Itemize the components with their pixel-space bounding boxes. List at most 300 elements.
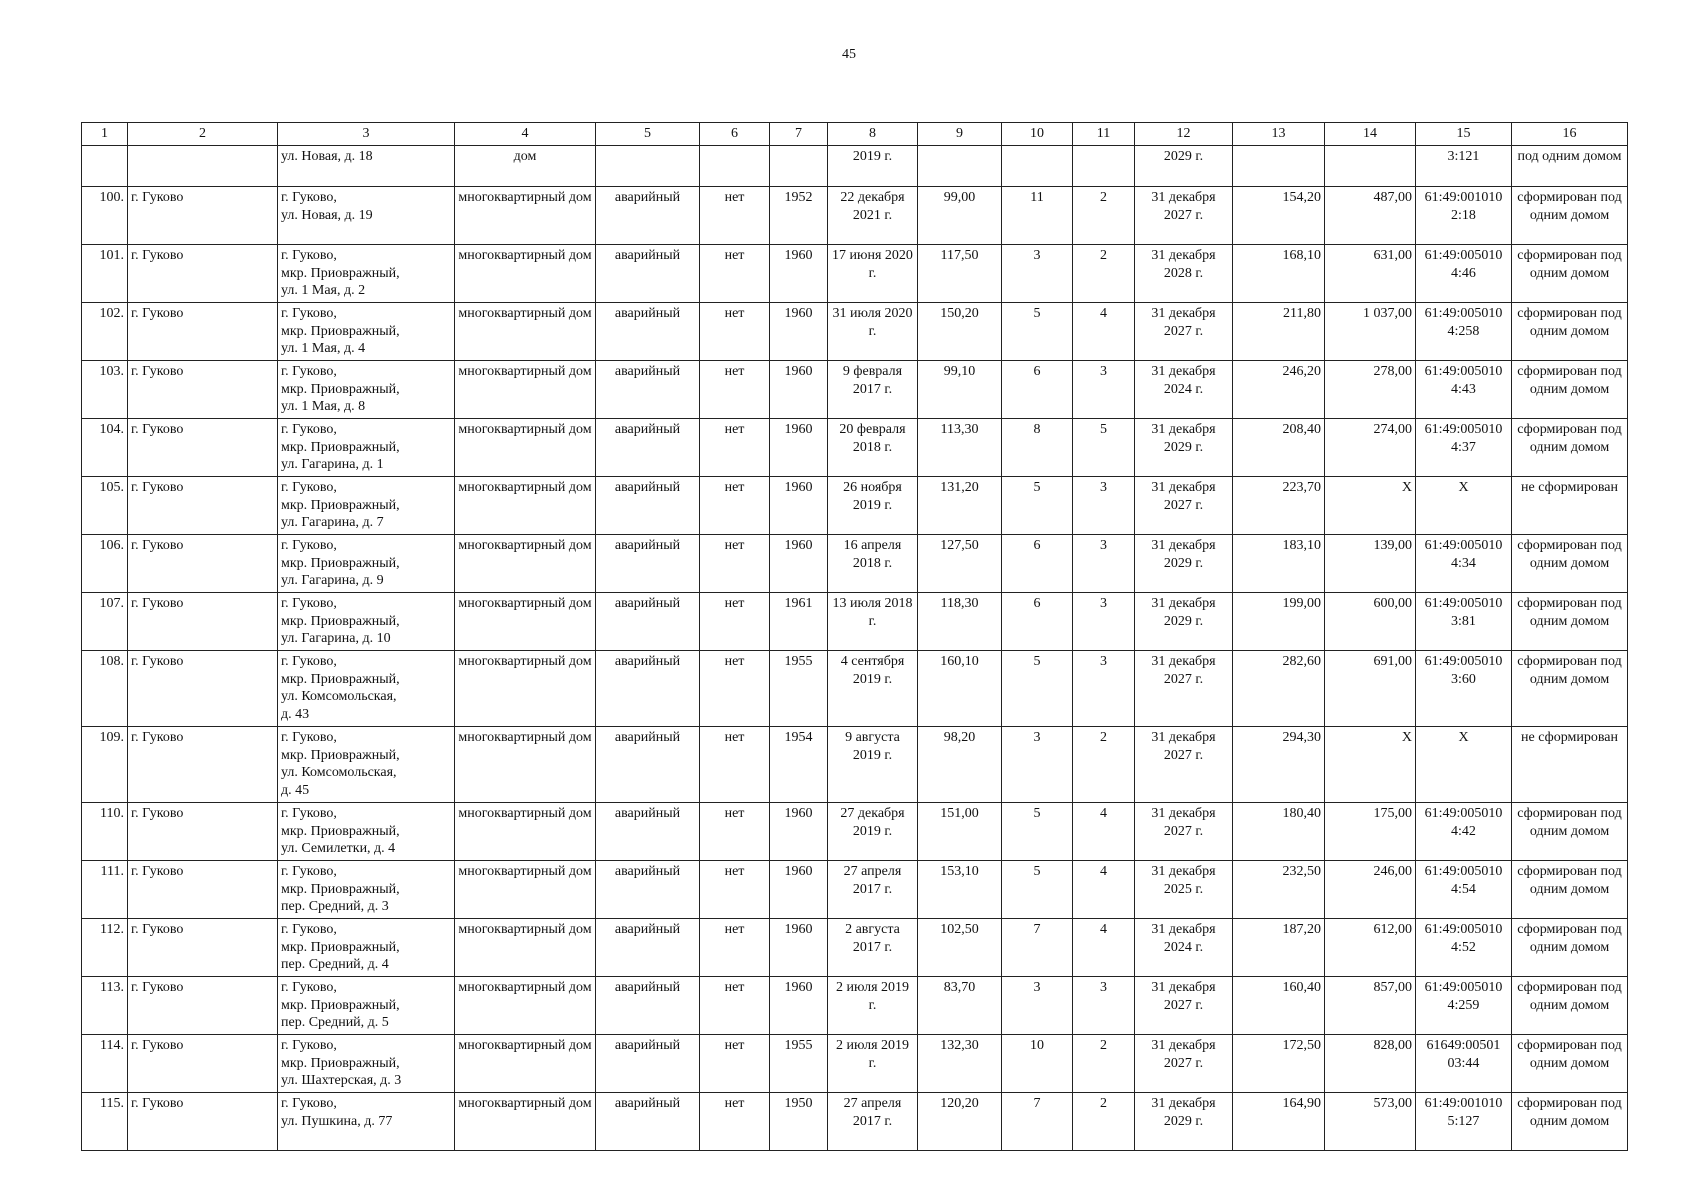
year-cell: 1960	[770, 303, 828, 361]
row-number: 114.	[82, 1035, 128, 1093]
building-type-cell: многоквартирный дом	[455, 477, 596, 535]
col10-cell: 7	[1002, 1093, 1073, 1151]
status-cell: аварийный	[596, 245, 700, 303]
col10-cell: 8	[1002, 419, 1073, 477]
row-number: 102.	[82, 303, 128, 361]
status-cell: аварийный	[596, 535, 700, 593]
building-type-cell: многоквартирный дом	[455, 977, 596, 1035]
date-cell: 22 декабря 2021 г.	[828, 187, 918, 245]
building-type-cell: многоквартирный дом	[455, 187, 596, 245]
col13-cell: 172,50	[1233, 1035, 1325, 1093]
area-cell: 99,00	[918, 187, 1002, 245]
col11-cell: 3	[1073, 535, 1135, 593]
col14-cell: 612,00	[1325, 919, 1416, 977]
term-cell: 31 декабря 2029 г.	[1135, 593, 1233, 651]
locality-cell: г. Гуково	[128, 535, 278, 593]
col13-cell: 154,20	[1233, 187, 1325, 245]
flag-cell: нет	[700, 593, 770, 651]
table-row	[82, 187, 1628, 245]
column-number-8: 8	[828, 123, 918, 146]
col13-cell: 183,10	[1233, 535, 1325, 593]
col13-cell: 294,30	[1233, 727, 1325, 803]
year-cell: 1952	[770, 187, 828, 245]
cadastral-number-cell: 61:49:005010 4:52	[1416, 919, 1512, 977]
table-row	[82, 727, 1628, 803]
flag-cell: нет	[700, 419, 770, 477]
table-row	[82, 477, 1628, 535]
row-number: 112.	[82, 919, 128, 977]
col13-cell: 187,20	[1233, 919, 1325, 977]
column-number-row	[82, 123, 1628, 146]
status-cell: аварийный	[596, 1035, 700, 1093]
address-cell: г. Гуково, мкр. Приовражный, ул. Гагарина, д. 1	[278, 419, 455, 477]
land-plot-cell: сформирован под одним домом	[1512, 861, 1628, 919]
col11-cell: 3	[1073, 593, 1135, 651]
building-type-cell: многоквартирный дом	[455, 861, 596, 919]
col13-cell	[1233, 146, 1325, 187]
col10-cell: 6	[1002, 361, 1073, 419]
area-cell: 113,30	[918, 419, 1002, 477]
land-plot-cell: сформирован под одним домом	[1512, 303, 1628, 361]
address-cell: г. Гуково, мкр. Приовражный, ул. Комсомольская, д. 45	[278, 727, 455, 803]
land-plot-cell: под одним домом	[1512, 146, 1628, 187]
col13-cell: 246,20	[1233, 361, 1325, 419]
col14-cell: 246,00	[1325, 861, 1416, 919]
cadastral-number-cell: 61:49:005010 4:258	[1416, 303, 1512, 361]
date-cell: 27 апреля 2017 г.	[828, 861, 918, 919]
column-number-11: 11	[1073, 123, 1135, 146]
land-plot-cell: сформирован под одним домом	[1512, 419, 1628, 477]
col11-cell: 4	[1073, 303, 1135, 361]
col10-cell: 10	[1002, 1035, 1073, 1093]
table-row	[82, 919, 1628, 977]
housing-registry-table	[81, 122, 1628, 1151]
status-cell: аварийный	[596, 361, 700, 419]
land-plot-cell: сформирован под одним домом	[1512, 593, 1628, 651]
year-cell	[770, 146, 828, 187]
term-cell: 31 декабря 2027 г.	[1135, 651, 1233, 727]
address-cell: г. Гуково, мкр. Приовражный, ул. Комсомольская, д. 43	[278, 651, 455, 727]
table-row	[82, 361, 1628, 419]
building-type-cell: многоквартирный дом	[455, 303, 596, 361]
date-cell: 16 апреля 2018 г.	[828, 535, 918, 593]
building-type-cell: многоквартирный дом	[455, 361, 596, 419]
locality-cell: г. Гуково	[128, 919, 278, 977]
col10-cell: 6	[1002, 593, 1073, 651]
flag-cell: нет	[700, 303, 770, 361]
column-number-10: 10	[1002, 123, 1073, 146]
date-cell: 2 июля 2019 г.	[828, 1035, 918, 1093]
locality-cell: г. Гуково	[128, 651, 278, 727]
column-number-5: 5	[596, 123, 700, 146]
address-cell: г. Гуково, мкр. Приовражный, пер. Средний, д. 3	[278, 861, 455, 919]
col10-cell: 5	[1002, 477, 1073, 535]
building-type-cell: многоквартирный дом	[455, 535, 596, 593]
col11-cell: 2	[1073, 727, 1135, 803]
locality-cell	[128, 146, 278, 187]
locality-cell: г. Гуково	[128, 803, 278, 861]
area-cell: 160,10	[918, 651, 1002, 727]
col14-cell: 1 037,00	[1325, 303, 1416, 361]
flag-cell: нет	[700, 861, 770, 919]
address-cell: г. Гуково, мкр. Приовражный, ул. 1 Мая, д. 8	[278, 361, 455, 419]
table-row	[82, 245, 1628, 303]
column-number-2: 2	[128, 123, 278, 146]
col11-cell	[1073, 146, 1135, 187]
cadastral-number-cell: 61:49:005010 3:81	[1416, 593, 1512, 651]
row-number: 103.	[82, 361, 128, 419]
cadastral-number-cell: 61:49:005010 4:42	[1416, 803, 1512, 861]
term-cell: 31 декабря 2029 г.	[1135, 419, 1233, 477]
land-plot-cell: сформирован под одним домом	[1512, 245, 1628, 303]
area-cell: 102,50	[918, 919, 1002, 977]
locality-cell: г. Гуково	[128, 419, 278, 477]
land-plot-cell: сформирован под одним домом	[1512, 919, 1628, 977]
building-type-cell: многоквартирный дом	[455, 245, 596, 303]
land-plot-cell: сформирован под одним домом	[1512, 651, 1628, 727]
land-plot-cell: сформирован под одним домом	[1512, 361, 1628, 419]
col14-cell: 139,00	[1325, 535, 1416, 593]
cadastral-number-cell: 61:49:005010 3:60	[1416, 651, 1512, 727]
row-number: 109.	[82, 727, 128, 803]
address-cell: г. Гуково, мкр. Приовражный, ул. Шахтерская, д. 3	[278, 1035, 455, 1093]
term-cell: 31 декабря 2029 г.	[1135, 535, 1233, 593]
building-type-cell: многоквартирный дом	[455, 1035, 596, 1093]
land-plot-cell: сформирован под одним домом	[1512, 187, 1628, 245]
term-cell: 31 декабря 2024 г.	[1135, 361, 1233, 419]
status-cell: аварийный	[596, 593, 700, 651]
col13-cell: 164,90	[1233, 1093, 1325, 1151]
building-type-cell: многоквартирный дом	[455, 593, 596, 651]
address-cell: г. Гуково, ул. Новая, д. 19	[278, 187, 455, 245]
locality-cell: г. Гуково	[128, 187, 278, 245]
col14-cell: 600,00	[1325, 593, 1416, 651]
col11-cell: 2	[1073, 1035, 1135, 1093]
column-number-9: 9	[918, 123, 1002, 146]
area-cell: 153,10	[918, 861, 1002, 919]
row-number: 111.	[82, 861, 128, 919]
term-cell: 31 декабря 2027 г.	[1135, 977, 1233, 1035]
term-cell: 31 декабря 2028 г.	[1135, 245, 1233, 303]
table-row	[82, 861, 1628, 919]
year-cell: 1960	[770, 361, 828, 419]
row-number: 100.	[82, 187, 128, 245]
flag-cell: нет	[700, 361, 770, 419]
address-cell: г. Гуково, мкр. Приовражный, ул. 1 Мая, д. 2	[278, 245, 455, 303]
col14-cell	[1325, 146, 1416, 187]
term-cell: 31 декабря 2024 г.	[1135, 919, 1233, 977]
year-cell: 1960	[770, 535, 828, 593]
land-plot-cell: сформирован под одним домом	[1512, 535, 1628, 593]
row-number: 110.	[82, 803, 128, 861]
term-cell: 31 декабря 2027 г.	[1135, 303, 1233, 361]
date-cell: 20 февраля 2018 г.	[828, 419, 918, 477]
col11-cell: 4	[1073, 919, 1135, 977]
cadastral-number-cell: 61:49:005010 4:34	[1416, 535, 1512, 593]
cadastral-number-cell: 61:49:005010 4:259	[1416, 977, 1512, 1035]
flag-cell: нет	[700, 919, 770, 977]
term-cell: 31 декабря 2027 г.	[1135, 803, 1233, 861]
year-cell: 1960	[770, 803, 828, 861]
col13-cell: 223,70	[1233, 477, 1325, 535]
locality-cell: г. Гуково	[128, 977, 278, 1035]
col10-cell: 5	[1002, 303, 1073, 361]
table-row	[82, 535, 1628, 593]
row-number: 105.	[82, 477, 128, 535]
year-cell: 1954	[770, 727, 828, 803]
year-cell: 1960	[770, 919, 828, 977]
status-cell: аварийный	[596, 727, 700, 803]
column-number-14: 14	[1325, 123, 1416, 146]
col10-cell: 3	[1002, 727, 1073, 803]
locality-cell: г. Гуково	[128, 477, 278, 535]
column-number-1: 1	[82, 123, 128, 146]
flag-cell	[700, 146, 770, 187]
table-row	[82, 1093, 1628, 1151]
column-number-13: 13	[1233, 123, 1325, 146]
building-type-cell: многоквартирный дом	[455, 419, 596, 477]
table-row	[82, 303, 1628, 361]
date-cell: 2 июля 2019 г.	[828, 977, 918, 1035]
area-cell: 131,20	[918, 477, 1002, 535]
area-cell: 120,20	[918, 1093, 1002, 1151]
status-cell: аварийный	[596, 187, 700, 245]
row-number: 101.	[82, 245, 128, 303]
date-cell: 31 июля 2020 г.	[828, 303, 918, 361]
col14-cell: 175,00	[1325, 803, 1416, 861]
col13-cell: 168,10	[1233, 245, 1325, 303]
table-row	[82, 651, 1628, 727]
col13-cell: 232,50	[1233, 861, 1325, 919]
col10-cell: 7	[1002, 919, 1073, 977]
date-cell: 27 апреля 2017 г.	[828, 1093, 918, 1151]
col14-cell: 828,00	[1325, 1035, 1416, 1093]
col14-cell: 573,00	[1325, 1093, 1416, 1151]
cadastral-number-cell: 61649:00501 03:44	[1416, 1035, 1512, 1093]
area-cell: 98,20	[918, 727, 1002, 803]
flag-cell: нет	[700, 535, 770, 593]
year-cell: 1950	[770, 1093, 828, 1151]
cadastral-number-cell: X	[1416, 477, 1512, 535]
column-number-12: 12	[1135, 123, 1233, 146]
building-type-cell: многоквартирный дом	[455, 727, 596, 803]
locality-cell: г. Гуково	[128, 593, 278, 651]
date-cell: 2 августа 2017 г.	[828, 919, 918, 977]
status-cell: аварийный	[596, 861, 700, 919]
area-cell: 83,70	[918, 977, 1002, 1035]
term-cell: 31 декабря 2025 г.	[1135, 861, 1233, 919]
term-cell: 31 декабря 2027 г.	[1135, 187, 1233, 245]
land-plot-cell: не сформирован	[1512, 727, 1628, 803]
row-number: 106.	[82, 535, 128, 593]
locality-cell: г. Гуково	[128, 245, 278, 303]
column-number-4: 4	[455, 123, 596, 146]
col14-cell: 691,00	[1325, 651, 1416, 727]
land-plot-cell: не сформирован	[1512, 477, 1628, 535]
locality-cell: г. Гуково	[128, 1035, 278, 1093]
locality-cell: г. Гуково	[128, 861, 278, 919]
address-cell: г. Гуково, мкр. Приовражный, пер. Средний, д. 4	[278, 919, 455, 977]
col10-cell: 11	[1002, 187, 1073, 245]
row-number: 113.	[82, 977, 128, 1035]
address-cell: г. Гуково, мкр. Приовражный, ул. Гагарина, д. 10	[278, 593, 455, 651]
col14-cell: X	[1325, 727, 1416, 803]
term-cell: 2029 г.	[1135, 146, 1233, 187]
term-cell: 31 декабря 2027 г.	[1135, 727, 1233, 803]
area-cell: 127,50	[918, 535, 1002, 593]
col14-cell: X	[1325, 477, 1416, 535]
col14-cell: 857,00	[1325, 977, 1416, 1035]
cadastral-number-cell: 61:49:005010 4:46	[1416, 245, 1512, 303]
date-cell: 13 июля 2018 г.	[828, 593, 918, 651]
cadastral-number-cell: 61:49:001010 2:18	[1416, 187, 1512, 245]
row-number: 108.	[82, 651, 128, 727]
area-cell: 118,30	[918, 593, 1002, 651]
flag-cell: нет	[700, 977, 770, 1035]
col13-cell: 208,40	[1233, 419, 1325, 477]
date-cell: 17 июня 2020 г.	[828, 245, 918, 303]
year-cell: 1960	[770, 861, 828, 919]
status-cell: аварийный	[596, 1093, 700, 1151]
col14-cell: 274,00	[1325, 419, 1416, 477]
address-cell: г. Гуково, мкр. Приовражный, ул. Гагарина, д. 7	[278, 477, 455, 535]
table-row	[82, 977, 1628, 1035]
cadastral-number-cell: 61:49:005010 4:37	[1416, 419, 1512, 477]
flag-cell: нет	[700, 727, 770, 803]
term-cell: 31 декабря 2029 г.	[1135, 1093, 1233, 1151]
status-cell: аварийный	[596, 919, 700, 977]
date-cell: 9 августа 2019 г.	[828, 727, 918, 803]
flag-cell: нет	[700, 1093, 770, 1151]
address-cell: г. Гуково, ул. Пушкина, д. 77	[278, 1093, 455, 1151]
year-cell: 1960	[770, 245, 828, 303]
flag-cell: нет	[700, 803, 770, 861]
column-number-16: 16	[1512, 123, 1628, 146]
date-cell: 9 февраля 2017 г.	[828, 361, 918, 419]
building-type-cell: дом	[455, 146, 596, 187]
col14-cell: 631,00	[1325, 245, 1416, 303]
table-row	[82, 593, 1628, 651]
col11-cell: 2	[1073, 1093, 1135, 1151]
col13-cell: 180,40	[1233, 803, 1325, 861]
building-type-cell: многоквартирный дом	[455, 803, 596, 861]
address-cell: ул. Новая, д. 18	[278, 146, 455, 187]
term-cell: 31 декабря 2027 г.	[1135, 477, 1233, 535]
cadastral-number-cell: 61:49:001010 5:127	[1416, 1093, 1512, 1151]
locality-cell: г. Гуково	[128, 1093, 278, 1151]
area-cell: 150,20	[918, 303, 1002, 361]
building-type-cell: многоквартирный дом	[455, 919, 596, 977]
table-row	[82, 803, 1628, 861]
col10-cell: 6	[1002, 535, 1073, 593]
row-number	[82, 146, 128, 187]
cadastral-number-cell: 3:121	[1416, 146, 1512, 187]
year-cell: 1955	[770, 1035, 828, 1093]
land-plot-cell: сформирован под одним домом	[1512, 803, 1628, 861]
land-plot-cell: сформирован под одним домом	[1512, 977, 1628, 1035]
address-cell: г. Гуково, мкр. Приовражный, ул. Гагарина, д. 9	[278, 535, 455, 593]
col13-cell: 211,80	[1233, 303, 1325, 361]
col11-cell: 4	[1073, 803, 1135, 861]
year-cell: 1960	[770, 477, 828, 535]
locality-cell: г. Гуково	[128, 361, 278, 419]
address-cell: г. Гуково, мкр. Приовражный, ул. 1 Мая, д. 4	[278, 303, 455, 361]
table-row	[82, 419, 1628, 477]
col11-cell: 2	[1073, 245, 1135, 303]
row-number: 107.	[82, 593, 128, 651]
flag-cell: нет	[700, 477, 770, 535]
status-cell: аварийный	[596, 977, 700, 1035]
flag-cell: нет	[700, 1035, 770, 1093]
locality-cell: г. Гуково	[128, 303, 278, 361]
building-type-cell: многоквартирный дом	[455, 1093, 596, 1151]
col11-cell: 3	[1073, 477, 1135, 535]
area-cell: 132,30	[918, 1035, 1002, 1093]
area-cell	[918, 146, 1002, 187]
area-cell: 117,50	[918, 245, 1002, 303]
row-number: 115.	[82, 1093, 128, 1151]
building-type-cell: многоквартирный дом	[455, 651, 596, 727]
col10-cell: 5	[1002, 861, 1073, 919]
year-cell: 1961	[770, 593, 828, 651]
year-cell: 1955	[770, 651, 828, 727]
col13-cell: 160,40	[1233, 977, 1325, 1035]
date-cell: 26 ноября 2019 г.	[828, 477, 918, 535]
locality-cell: г. Гуково	[128, 727, 278, 803]
flag-cell: нет	[700, 245, 770, 303]
col10-cell: 3	[1002, 245, 1073, 303]
table-row	[82, 146, 1628, 187]
col11-cell: 2	[1073, 187, 1135, 245]
cadastral-number-cell: 61:49:005010 4:54	[1416, 861, 1512, 919]
status-cell: аварийный	[596, 477, 700, 535]
table-row	[82, 1035, 1628, 1093]
col10-cell: 5	[1002, 803, 1073, 861]
date-cell: 4 сентября 2019 г.	[828, 651, 918, 727]
column-number-7: 7	[770, 123, 828, 146]
flag-cell: нет	[700, 187, 770, 245]
address-cell: г. Гуково, мкр. Приовражный, пер. Средний, д. 5	[278, 977, 455, 1035]
date-cell: 2019 г.	[828, 146, 918, 187]
row-number: 104.	[82, 419, 128, 477]
status-cell	[596, 146, 700, 187]
col13-cell: 199,00	[1233, 593, 1325, 651]
col11-cell: 3	[1073, 977, 1135, 1035]
status-cell: аварийный	[596, 303, 700, 361]
date-cell: 27 декабря 2019 г.	[828, 803, 918, 861]
col14-cell: 278,00	[1325, 361, 1416, 419]
status-cell: аварийный	[596, 803, 700, 861]
year-cell: 1960	[770, 419, 828, 477]
status-cell: аварийный	[596, 419, 700, 477]
col11-cell: 5	[1073, 419, 1135, 477]
col10-cell: 3	[1002, 977, 1073, 1035]
area-cell: 99,10	[918, 361, 1002, 419]
col10-cell: 5	[1002, 651, 1073, 727]
year-cell: 1960	[770, 977, 828, 1035]
page-number: 45	[842, 47, 856, 62]
term-cell: 31 декабря 2027 г.	[1135, 1035, 1233, 1093]
col13-cell: 282,60	[1233, 651, 1325, 727]
col11-cell: 4	[1073, 861, 1135, 919]
area-cell: 151,00	[918, 803, 1002, 861]
flag-cell: нет	[700, 651, 770, 727]
col11-cell: 3	[1073, 651, 1135, 727]
column-number-15: 15	[1416, 123, 1512, 146]
col10-cell	[1002, 146, 1073, 187]
status-cell: аварийный	[596, 651, 700, 727]
col11-cell: 3	[1073, 361, 1135, 419]
